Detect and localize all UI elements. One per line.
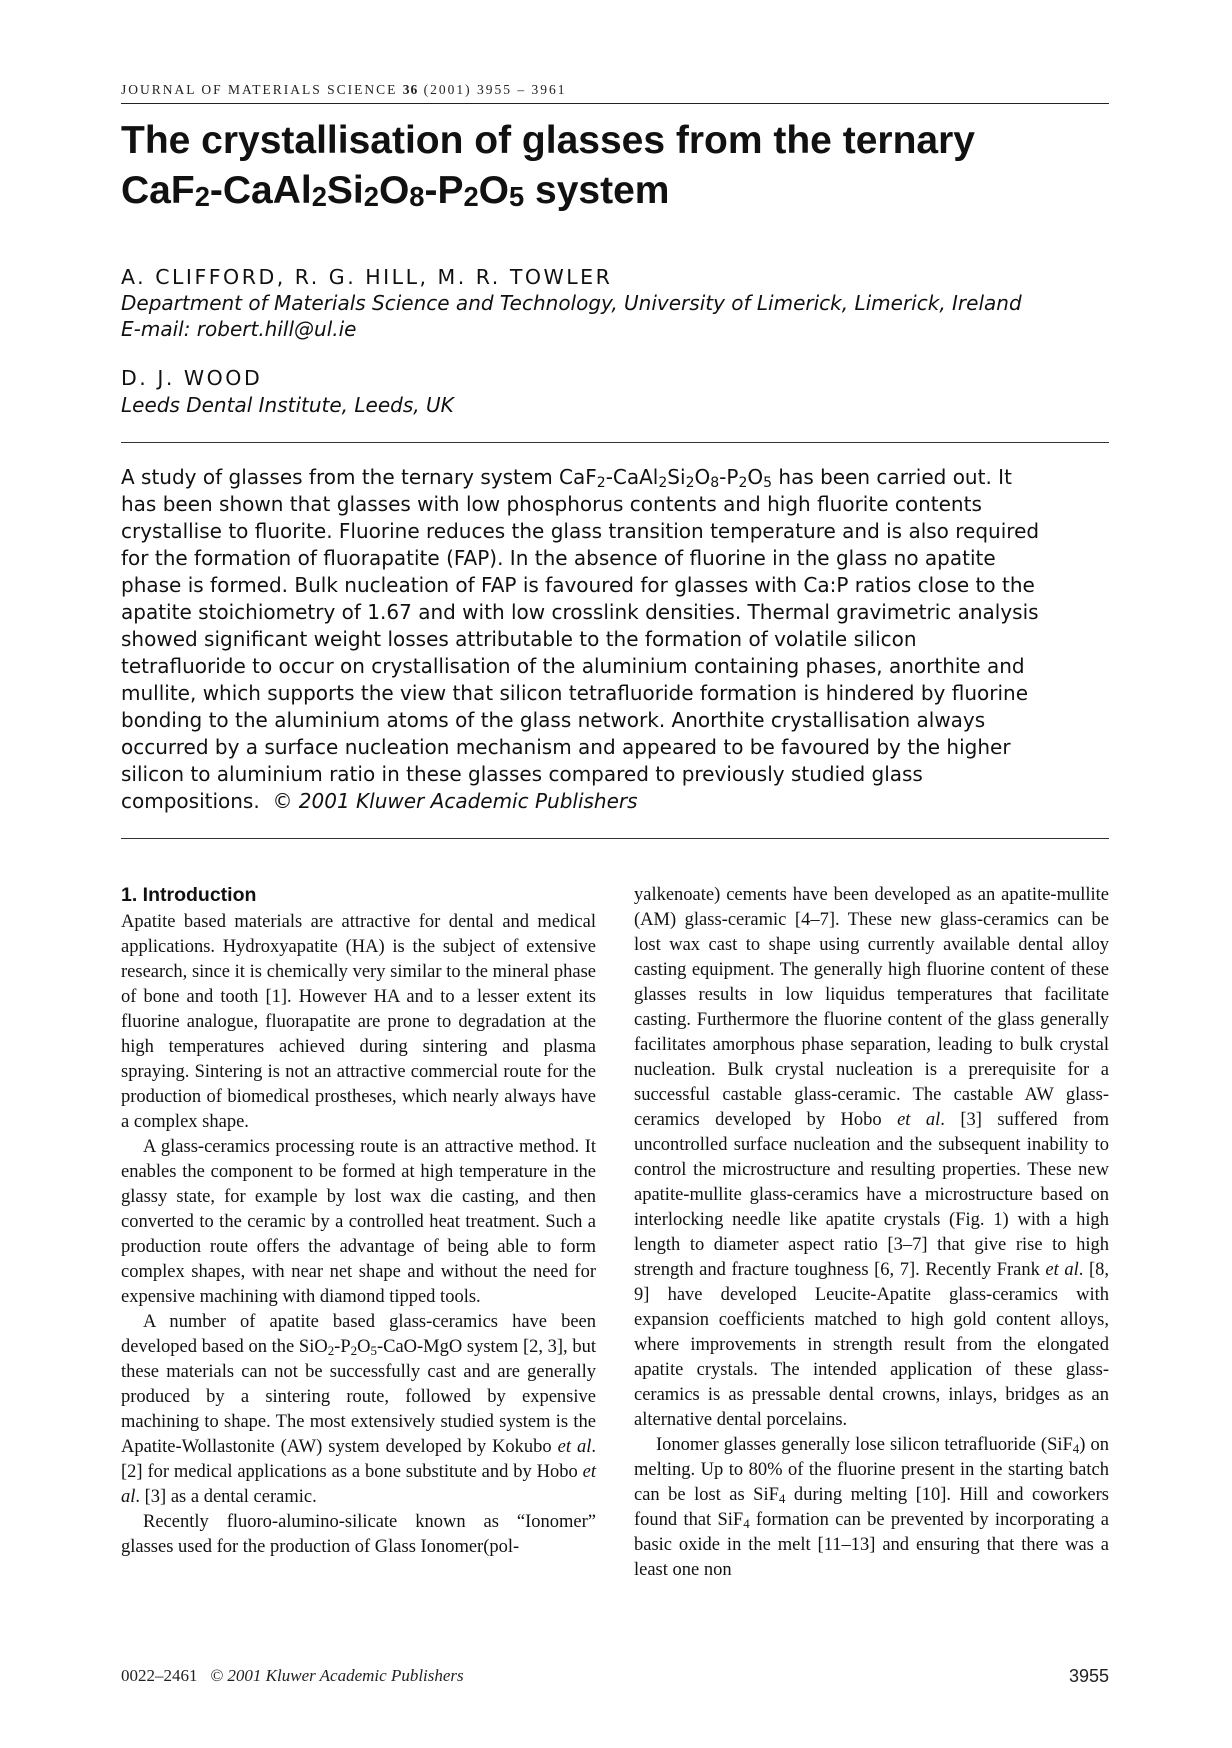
paragraph: A glass-ceramics processing route is an attractive method. It enables the component to be formed at high temperature in the glassy state, for example by lost wax die casting, and then converted to the ceramic by a controlled heat treatment. Such a production route offers the advantage of being able to form complex shapes, with near net shape and without the need for expensive machining with diamond tipped tools. (121, 1137, 596, 1307)
abstract-line: tetrafluoride to occur on crystallisation of the aluminium containing phases, anorthite and (121, 654, 1025, 678)
abstract-copyright: © 2001 Kluwer Academic Publishers (272, 789, 638, 813)
abstract-line: bonding to the aluminium atoms of the glass network. Anorthite crystallisation always (121, 708, 986, 732)
rule-bottom (121, 838, 1109, 839)
footer-copyright: © 2001 Kluwer Academic Publishers (210, 1666, 464, 1685)
abstract-line: apatite stoichiometry of 1.67 and with low crosslink densities. Thermal gravimetric analysis (121, 600, 1039, 624)
column-left (121, 883, 596, 1560)
abstract-line: mullite, which supports the view that silicon tetrafluoride formation is hindered by fluorine (121, 681, 1029, 705)
paragraph: A number of apatite based glass-ceramics have been developed based on the $SiO_2-P_2O_5-CaO$-MgO system [2, 3], but these materials can not be successfully cast and are generally produced by a sintering route, followed by expensive machining to shape. The most extensively studied system is the Apatite-Wollastonite (AW) system developed by Kokubo et al. [2] for medical applications as a bone substitute and by Hobo et al. [3] as a dental ceramic. (121, 1312, 596, 1507)
article-title (121, 116, 1109, 216)
footer-issn: 0022–2461 (121, 1666, 198, 1685)
paragraph: Ionomer glasses generally lose silicon tetrafluoride (SiF$_4$) on melting. Up to 80% of the fluorine present in the starting batch can be lost as SiF$_4$ during melting [10]. Hill and coworkers found that SiF$_4$ formation can be prevented by incorporating a basic oxide in the melt [11–13] and ensuring that there was a least one non (634, 1435, 1110, 1580)
abstract-line: has been shown that glasses with low phosphorus contents and high fluorite contents (121, 492, 982, 516)
title-line-1: The crystallisation of glasses from the ternary (121, 119, 975, 162)
journal-pages: 3955 – 3961 (477, 82, 567, 97)
footer-issn-copyright (121, 1666, 464, 1686)
journal-volume: 36 (402, 82, 419, 97)
section-heading: 1. Introduction (121, 884, 257, 906)
journal-header (121, 82, 1109, 104)
abstract-line: compositions. (121, 789, 260, 813)
abstract-line: for the formation of fluorapatite (FAP). In the absence of fluorine in the glass no apatite (121, 546, 996, 570)
journal-name: JOURNAL OF MATERIALS SCIENCE (121, 82, 398, 97)
affiliation-2: Leeds Dental Institute, Leeds, UK (121, 393, 454, 417)
author-names-1: A. CLIFFORD, R. G. HILL, M. R. TOWLER (121, 265, 613, 289)
page-number: 3955 (1068, 1666, 1109, 1686)
abstract-line: crystallise to fluorite. Fluorine reduces the glass transition temperature and is also required (121, 519, 1040, 543)
author-email: E-mail: robert.hill@ul.ie (121, 317, 357, 341)
abstract-line: phase is formed. Bulk nucleation of FAP is favoured for glasses with Ca:P ratios close to the (121, 573, 1035, 597)
author-names-2: D. J. WOOD (121, 366, 263, 390)
affiliation-1: Department of Materials Science and Technology, University of Limerick, Limerick, Ireland (121, 291, 1022, 315)
abstract-line: showed significant weight losses attributable to the formation of volatile silicon (121, 627, 917, 651)
rule-top (121, 442, 1109, 443)
column-right (634, 883, 1109, 1583)
paragraph: Apatite based materials are attractive for dental and medical applications. Hydroxyapatite (HA) is the subject of extensive research, since it is chemically very similar to the mineral phase of bone and tooth [1]. However HA and to a lesser extent its fluorine analogue, fluorapatite are prone to degradation at the high temperatures achieved during sintering and plasma spraying. Sintering is not an attractive commercial route for the production of biomedical prostheses, which nearly always have a complex shape. (121, 912, 596, 1132)
abstract-line: silicon to aluminium ratio in these glasses compared to previously studied glass (121, 762, 923, 786)
paragraph: Recently fluoro-alumino-silicate known as “Ionomer” glasses used for the production of Glass Ionomer(pol- (121, 1512, 596, 1557)
paragraph: yalkenoate) cements have been developed as an apatite-mullite (AM) glass-ceramic [4–7]. These new glass-ceramics can be lost wax cast to shape using currently available dental alloy casting equipment. The generally high fluorine content of these glasses results in low liquidus temperatures that facilitate casting. Furthermore the fluorine content of the glass generally facilitates amorphous phase separation, leading to bulk crystal nucleation. Bulk crystal nucleation is a prerequisite for a successful castable glass-ceramic. The castable AW glass-ceramics developed by Hobo et al. [3] suffered from uncontrolled surface nucleation and the subsequent inability to control the microstructure and resulting properties. These new apatite-mullite glass-ceramics have a microstructure based on interlocking needle like apatite crystals (Fig. 1) with a high length to diameter aspect ratio [3–7] that give rise to high strength and fracture toughness [6, 7]. Recently Frank et al. [8, 9] have developed Leucite-Apatite glass-ceramics with expansion coefficients matched to high gold content alloys, where improvements in strength result from the elongated apatite crystals. The intended application of these glass-ceramics is as pressable dental crowns, inlays, bridges as an alternative dental porcelains. (634, 885, 1109, 1430)
title-line-2: $CaF_2-CaAl_2Si_2O_8-P_2O_5$ system (121, 169, 670, 212)
abstract-last-line (121, 788, 1109, 815)
journal-year: (2001) (423, 82, 472, 97)
abstract (121, 464, 1109, 815)
abstract-line: occurred by a surface nucleation mechanism and appeared to be favoured by the higher (121, 735, 1011, 759)
abstract-line: A study of glasses from the ternary system $CaF_2-CaAl_2Si_2O_8-P_2O_5$ has been carried out. It (121, 465, 1012, 491)
